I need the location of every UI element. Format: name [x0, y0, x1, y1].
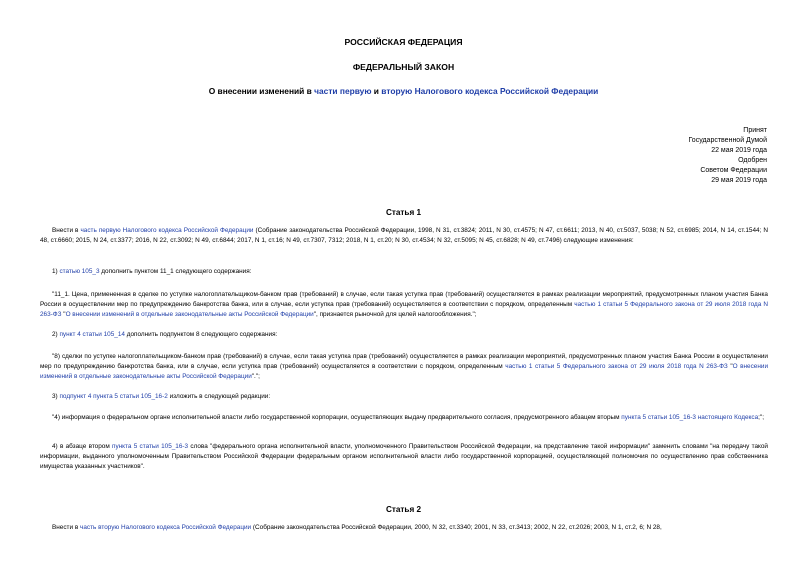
approved-date: 29 мая 2019 года — [711, 177, 767, 184]
link-part-one[interactable]: часть первую Налогового кодекса Российской Федерации — [80, 227, 254, 234]
item-3: 3) подпункт 4 пункта 5 статьи 105_16-2 изложить в следующей редакции: — [52, 393, 271, 400]
link-art-105-16-3-a[interactable]: пункта 5 статьи 105_16-3 настоящего Кодекса — [621, 414, 759, 421]
approved-label: Одобрен — [738, 157, 767, 164]
item-1-text: "11_1. Цена, примененная в сделке по уступке налогоплательщиком-банком прав (требований) в случае, если такая уступка прав (требований) осуществляется в рамках реализации мероприятий, предусмотренных планом участия Банка России в осуществлении мер по предупреждению банкротства банка, или в случае, если уступка прав (требований) осуществляется в соответствии с порядком, определенным частью 1 статьи 5 Федерального закона от 29 июля 2018 года N 263-ФЗ "О внесении изменений в отдельные законодательные акты Российской Федерации", признается рыночной для целей налогообложения."; — [40, 291, 768, 319]
article-1-heading: Статья 1 — [385, 208, 422, 217]
link-law-263-fz-a[interactable]: частью 1 статьи 5 Федерального закона от 29 июля 2018 года N 263-ФЗ — [40, 301, 768, 319]
link-art-105-14[interactable]: пункт 4 статьи 105_14 — [59, 331, 125, 338]
article-2-intro: Внести в часть вторую Налогового кодекса Российской Федерации (Собрание законодательства Российской Федерации, 2000, N 32, ст.3340; 2001, N 33, ст.3413; 2002, N 22, ст.2026; 2003, N 1, ст.2, 6; N 28, — [52, 524, 662, 531]
item-3-text: "4) информация о федеральном органе исполнительной власти либо государственной корпорации, осуществляющих выдачу предварительного согласия, предусмотренного абзацем вторым пункта 5 статьи 105_16-3 настоящего Кодекса;"; — [52, 414, 764, 421]
link-law-title-a[interactable]: О внесении изменений в отдельные законодательные акты Российской Федерации — [65, 311, 314, 319]
item-1: 1) статью 105_3 дополнить пунктом 11_1 следующего содержания: — [52, 268, 252, 275]
link-law-title-b[interactable]: О внесении изменений в отдельные законодательные акты Российской Федерации — [40, 363, 769, 381]
link-law-263-fz-b[interactable]: частью 1 статьи 5 Федерального закона от 29 июля 2018 года N 263-ФЗ — [505, 363, 728, 371]
adopted-label: Принят — [743, 127, 767, 134]
law-type-heading: ФЕДЕРАЛЬНЫЙ ЗАКОН — [352, 62, 455, 72]
title-link-part-two[interactable]: вторую Налогового кодекса Российской Федерации — [381, 86, 599, 96]
title-link-part-one[interactable]: части первую — [314, 86, 372, 96]
article-1-intro: Внести в часть первую Налогового кодекса Российской Федерации (Собрание законодательства Российской Федерации, 1998, N 31, ст.3824; 2011, N 30, ст.4575; N 47, ст.6611; 2013, N 40, ст.5037, 5038; N 52, ст.6985; 2014, N 14, ст.1544; N 48, ст.6660; 2015, N 24, ст.3377; 2016, N 22, ст.3092; N 49, ст.6844; 2017, N 1, ст.16; N 49, ст.7307, 7312; 2018, N 1, ст.20; N 30, ст.4534; N 32, ст.5095; N 45, ст.6828; N 49, ст.7496) следующие изменения: — [40, 227, 768, 245]
item-4: 4) в абзаце втором пункта 5 статьи 105_16-3 слова "федерального органа исполнительной власти, уполномоченного Правительством Российской Федерации, на представление такой информации" заменить словами "на передачу такой информации, выданного уполномоченным Правительством Российской Федерации федеральным органом исполнительной власти либо государственной корпорацией, осуществляющей полномочия по осуществлению прав собственника имущества указанных участников". — [40, 443, 769, 471]
link-art-105-16-2[interactable]: подпункт 4 пункта 5 статьи 105_16-2 — [59, 393, 168, 400]
link-art-105-16-3-b[interactable]: пункта 5 статьи 105_16-3 — [112, 443, 189, 450]
adoption-info — [688, 126, 767, 186]
adopted-by: Государственной Думой — [688, 137, 767, 144]
approved-by: Советом Федерации — [700, 167, 767, 174]
item-2-text: "8) сделки по уступке налогоплательщиком-банком прав (требований) в случае, если такая уступка прав (требований) осуществляется в рамках реализации мероприятий, предусмотренных планом участия Банка России в осуществлении мер по предупреждению банкротства банка, или в случае, если уступка прав (требований) осуществляется в соответствии с порядком, определенным частью 1 статьи 5 Федерального закона от 29 июля 2018 года N 263-ФЗ "О внесении изменений в отдельные законодательные акты Российской Федерации"."; — [40, 353, 769, 381]
law-title: О внесении изменений в части первую и вторую Налогового кодекса Российской Федерации — [208, 86, 599, 96]
link-article-105-3[interactable]: статью 105_3 — [59, 268, 100, 275]
country-heading: РОССИЙСКАЯ ФЕДЕРАЦИЯ — [344, 37, 463, 47]
link-part-two[interactable]: часть вторую Налогового кодекса Российской Федерации — [79, 524, 252, 531]
adopted-date: 22 мая 2019 года — [711, 147, 767, 154]
item-2: 2) пункт 4 статьи 105_14 дополнить подпунктом 8 следующего содержания: — [52, 331, 278, 338]
article-2-heading: Статья 2 — [385, 505, 422, 514]
